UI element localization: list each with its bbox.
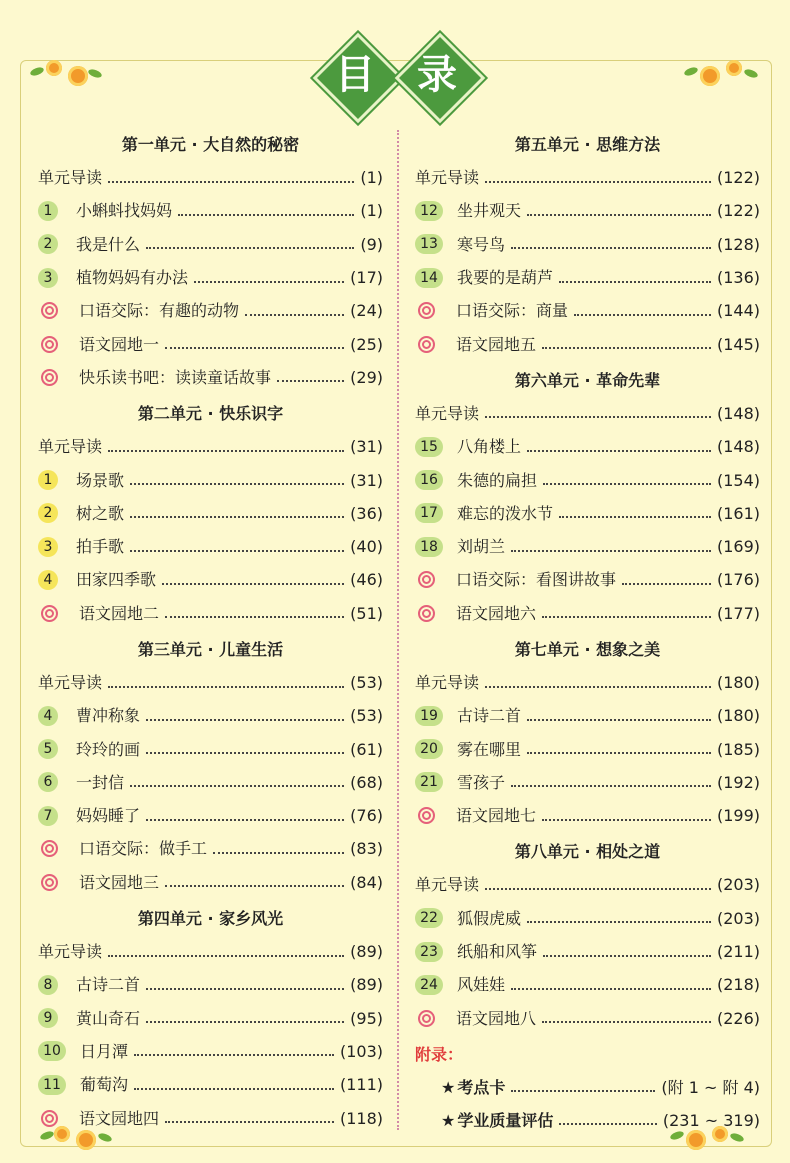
toc-entry[interactable] bbox=[415, 497, 760, 530]
lesson-number-badge: 20 bbox=[415, 739, 443, 759]
title-char: 录 bbox=[417, 52, 457, 98]
entry-title: 难忘的泼水节 bbox=[457, 503, 554, 523]
lesson-number-badge: 12 bbox=[415, 201, 443, 221]
dot-leader bbox=[146, 752, 344, 754]
entry-page-number: (118) bbox=[339, 1108, 383, 1128]
lesson-number-badge: 14 bbox=[415, 268, 443, 288]
dot-leader bbox=[165, 347, 344, 349]
dot-leader bbox=[543, 483, 711, 485]
entry-title: 古诗二首 bbox=[457, 706, 522, 726]
ring-marker-icon bbox=[41, 336, 58, 353]
star-icon: ★ bbox=[441, 1110, 456, 1130]
ring-marker-icon bbox=[41, 1110, 58, 1127]
entry-title: 狐假虎威 bbox=[457, 908, 522, 928]
toc-entry[interactable] bbox=[415, 530, 760, 563]
entry-page-number: (145) bbox=[716, 334, 760, 354]
dot-leader bbox=[277, 380, 344, 382]
dot-leader bbox=[130, 516, 344, 518]
dot-leader bbox=[108, 955, 344, 957]
entry-page-number: (25) bbox=[350, 334, 383, 354]
entry-title: 雾在哪里 bbox=[457, 739, 522, 759]
entry-title: 单元导读 bbox=[415, 168, 480, 188]
dot-leader bbox=[146, 719, 344, 721]
entry-page-number: (218) bbox=[716, 975, 760, 995]
entry-title: 语文园地一 bbox=[79, 334, 160, 354]
entry-page-number: (211) bbox=[716, 942, 760, 962]
lesson-number-badge: 9 bbox=[38, 1008, 58, 1028]
entry-page-number: (192) bbox=[716, 772, 760, 792]
dot-leader bbox=[165, 885, 344, 887]
entry-page-number: (51) bbox=[350, 603, 383, 623]
entry-title: 拍手歌 bbox=[76, 537, 125, 557]
entry-page-number: (199) bbox=[716, 806, 760, 826]
entry-page-number: (89) bbox=[350, 975, 383, 995]
dot-leader bbox=[527, 752, 711, 754]
entry-title: 快乐读书吧：读读童话故事 bbox=[79, 367, 272, 387]
entry-page-number: (176) bbox=[716, 570, 760, 590]
entry-page-number: (40) bbox=[350, 537, 383, 557]
entry-page-number: (136) bbox=[716, 268, 760, 288]
lesson-number-badge: 7 bbox=[38, 806, 58, 826]
entry-title: 单元导读 bbox=[415, 403, 480, 423]
toc-entry[interactable] bbox=[415, 699, 760, 732]
entry-page-number: (161) bbox=[716, 503, 760, 523]
toc-entry[interactable] bbox=[415, 261, 760, 294]
dot-leader bbox=[559, 516, 711, 518]
toc-entry[interactable] bbox=[415, 868, 760, 901]
entry-title: 口语交际：商量 bbox=[456, 301, 569, 321]
entry-title: 小蝌蚪找妈妈 bbox=[76, 201, 173, 221]
entry-page-number: (61) bbox=[350, 739, 383, 759]
toc-entry[interactable] bbox=[38, 1068, 383, 1101]
ring-marker-icon bbox=[41, 874, 58, 891]
toc-entry[interactable] bbox=[415, 463, 760, 496]
entry-title: 口语交际：有趣的动物 bbox=[79, 301, 240, 321]
entry-page-number: (180) bbox=[716, 673, 760, 692]
entry-page-number: (95) bbox=[350, 1008, 383, 1028]
entry-page-number: (122) bbox=[716, 201, 760, 221]
entry-page-number: (17) bbox=[350, 268, 383, 288]
dot-leader bbox=[542, 819, 711, 821]
entry-page-number: (36) bbox=[350, 503, 383, 523]
toc-entry[interactable] bbox=[38, 194, 383, 227]
lesson-number-badge: 2 bbox=[38, 503, 58, 523]
dot-leader bbox=[527, 921, 711, 923]
lesson-number-badge: 19 bbox=[415, 706, 443, 726]
entry-title: 语文园地四 bbox=[79, 1108, 160, 1128]
ring-marker-icon bbox=[418, 336, 435, 353]
entry-title: 日月潭 bbox=[80, 1041, 129, 1061]
lesson-number-badge: 13 bbox=[415, 234, 443, 254]
entry-title: 语文园地二 bbox=[79, 603, 160, 623]
lesson-number-badge: 4 bbox=[38, 570, 58, 590]
entry-title: 单元导读 bbox=[38, 673, 103, 692]
lesson-number-badge: 18 bbox=[415, 537, 443, 557]
entry-title: 场景歌 bbox=[76, 470, 125, 490]
dot-leader bbox=[130, 550, 344, 552]
lesson-number-badge: 5 bbox=[38, 739, 58, 759]
entry-page-number: (24) bbox=[350, 301, 383, 321]
dot-leader bbox=[245, 314, 344, 316]
dot-leader bbox=[485, 888, 711, 890]
dot-leader bbox=[527, 719, 711, 721]
dot-leader bbox=[108, 450, 344, 452]
toc-entry[interactable] bbox=[38, 1101, 383, 1134]
entry-title: 单元导读 bbox=[38, 942, 103, 962]
dot-leader bbox=[178, 214, 354, 216]
flower-decoration-top-left bbox=[28, 52, 108, 92]
toc-entry[interactable] bbox=[415, 327, 760, 360]
entry-page-number: (1) bbox=[360, 201, 383, 221]
entry-page-number: (122) bbox=[716, 168, 760, 188]
lesson-number-badge: 1 bbox=[38, 470, 58, 490]
toc-entry[interactable] bbox=[38, 361, 383, 394]
entry-title: 植物妈妈有办法 bbox=[76, 268, 189, 288]
entry-page-number: (53) bbox=[350, 673, 383, 692]
dot-leader bbox=[162, 583, 344, 585]
entry-title: 单元导读 bbox=[38, 437, 103, 457]
entry-title: 我要的是葫芦 bbox=[457, 268, 554, 288]
lesson-number-badge: 17 bbox=[415, 503, 443, 523]
toc-entry[interactable] bbox=[38, 430, 383, 463]
dot-leader bbox=[146, 988, 344, 990]
dot-leader bbox=[213, 852, 344, 854]
dot-leader bbox=[542, 1021, 711, 1023]
lesson-number-badge: 15 bbox=[415, 437, 443, 457]
entry-page-number: (31) bbox=[350, 470, 383, 490]
toc-entry[interactable] bbox=[415, 397, 760, 430]
entry-title: 古诗二首 bbox=[76, 975, 141, 995]
unit-heading: 第七单元 · 想象之美 bbox=[514, 639, 661, 659]
lesson-number-badge: 3 bbox=[38, 268, 58, 288]
dot-leader bbox=[134, 1088, 334, 1090]
toc-entry[interactable] bbox=[415, 563, 760, 596]
dot-leader bbox=[511, 550, 711, 552]
unit-heading: 第五单元 · 思维方法 bbox=[514, 135, 661, 154]
appendix-entry-pages: (231 ~ 319) bbox=[662, 1110, 760, 1130]
entry-title: 语文园地五 bbox=[456, 334, 537, 354]
dot-leader bbox=[559, 281, 711, 283]
unit-heading: 第三单元 · 儿童生活 bbox=[137, 639, 284, 659]
toc-entry[interactable] bbox=[38, 866, 383, 899]
ring-marker-icon bbox=[41, 840, 58, 857]
entry-title: 曹冲称象 bbox=[76, 706, 141, 726]
entry-page-number: (148) bbox=[716, 437, 760, 457]
lesson-number-badge: 22 bbox=[415, 908, 443, 928]
entry-page-number: (111) bbox=[339, 1075, 383, 1095]
entry-page-number: (76) bbox=[350, 806, 383, 826]
entry-page-number: (203) bbox=[716, 875, 760, 895]
entry-title: 语文园地六 bbox=[456, 603, 537, 623]
dot-leader bbox=[511, 785, 711, 787]
entry-page-number: (53) bbox=[350, 706, 383, 726]
toc-entry[interactable] bbox=[38, 699, 383, 732]
dot-leader bbox=[485, 416, 711, 418]
toc-entry[interactable] bbox=[38, 294, 383, 327]
ring-marker-icon bbox=[41, 605, 58, 622]
lesson-number-badge: 11 bbox=[38, 1075, 66, 1095]
toc-entry[interactable] bbox=[38, 666, 383, 699]
toc-entry[interactable] bbox=[38, 935, 383, 968]
lesson-number-badge: 23 bbox=[415, 942, 443, 962]
dot-leader bbox=[134, 1054, 334, 1056]
toc-entry[interactable] bbox=[38, 228, 383, 261]
toc-entry[interactable] bbox=[38, 161, 383, 194]
toc-entry[interactable] bbox=[415, 666, 760, 699]
lesson-number-badge: 3 bbox=[38, 537, 58, 557]
entry-title: 单元导读 bbox=[38, 168, 103, 188]
entry-title: 八角楼上 bbox=[457, 437, 522, 457]
entry-page-number: (46) bbox=[350, 570, 383, 590]
entry-title: 葡萄沟 bbox=[80, 1075, 129, 1095]
toc-entry[interactable] bbox=[38, 261, 383, 294]
unit-heading: 第二单元 · 快乐识字 bbox=[137, 404, 284, 424]
toc-entry[interactable] bbox=[38, 799, 383, 832]
toc-entry[interactable] bbox=[38, 327, 383, 360]
ring-marker-icon bbox=[418, 1010, 435, 1027]
dot-leader bbox=[146, 247, 354, 249]
toc-entry[interactable] bbox=[38, 597, 383, 630]
toc-entry[interactable] bbox=[415, 935, 760, 968]
entry-title: 纸船和风筝 bbox=[457, 942, 538, 962]
toc-entry[interactable] bbox=[38, 832, 383, 865]
entry-title: 风娃娃 bbox=[457, 975, 506, 995]
toc-entry[interactable] bbox=[415, 968, 760, 1001]
unit-heading: 第八单元 · 相处之道 bbox=[514, 842, 661, 862]
right-column bbox=[415, 128, 760, 1137]
entry-title: 语文园地七 bbox=[456, 806, 537, 826]
toc-entry[interactable] bbox=[415, 799, 760, 832]
dot-leader bbox=[527, 450, 711, 452]
unit-heading: 第一单元 · 大自然的秘密 bbox=[121, 135, 300, 154]
ring-marker-icon bbox=[418, 571, 435, 588]
dot-leader bbox=[622, 583, 711, 585]
entry-title: 玲玲的画 bbox=[76, 739, 141, 759]
dot-leader bbox=[108, 686, 344, 688]
entry-title: 口语交际：做手工 bbox=[79, 839, 208, 859]
dot-leader bbox=[542, 347, 711, 349]
ring-marker-icon bbox=[41, 369, 58, 386]
lesson-number-badge: 16 bbox=[415, 470, 443, 490]
dot-leader bbox=[108, 181, 354, 183]
dot-leader bbox=[146, 819, 344, 821]
entry-title: 语文园地三 bbox=[79, 872, 160, 892]
entry-title: 妈妈睡了 bbox=[76, 806, 141, 826]
dot-leader bbox=[511, 247, 711, 249]
toc-entry[interactable] bbox=[38, 1002, 383, 1035]
entry-page-number: (169) bbox=[716, 537, 760, 557]
entry-page-number: (68) bbox=[350, 772, 383, 792]
toc-entry[interactable] bbox=[415, 597, 760, 630]
toc-entry[interactable] bbox=[38, 463, 383, 496]
lesson-number-badge: 21 bbox=[415, 772, 443, 792]
column-divider bbox=[397, 130, 399, 1130]
lesson-number-badge: 6 bbox=[38, 772, 58, 792]
entry-page-number: (226) bbox=[716, 1008, 760, 1028]
dot-leader bbox=[130, 785, 344, 787]
star-icon: ★ bbox=[441, 1077, 456, 1097]
page-title bbox=[306, 40, 486, 110]
toc-entry[interactable] bbox=[415, 430, 760, 463]
dot-leader bbox=[511, 988, 711, 990]
entry-page-number: (128) bbox=[716, 234, 760, 254]
dot-leader bbox=[543, 955, 711, 957]
appendix-entry-title: 考点卡 bbox=[457, 1077, 506, 1097]
entry-title: 单元导读 bbox=[415, 673, 480, 692]
toc-entry[interactable] bbox=[415, 161, 760, 194]
entry-title: 语文园地八 bbox=[456, 1008, 537, 1028]
entry-title: 朱德的扁担 bbox=[457, 470, 538, 490]
appendix-entry-title: 学业质量评估 bbox=[457, 1110, 554, 1130]
dot-leader bbox=[559, 1123, 657, 1125]
dot-leader bbox=[130, 483, 344, 485]
entry-title: 口语交际：看图讲故事 bbox=[456, 570, 617, 590]
entry-page-number: (148) bbox=[716, 403, 760, 423]
entry-title: 我是什么 bbox=[76, 234, 141, 254]
dot-leader bbox=[542, 616, 711, 618]
dot-leader bbox=[165, 616, 344, 618]
dot-leader bbox=[485, 181, 711, 183]
toc-entry[interactable] bbox=[415, 228, 760, 261]
toc-entry[interactable] bbox=[415, 732, 760, 765]
title-char: 目 bbox=[335, 52, 375, 98]
entry-page-number: (29) bbox=[350, 367, 383, 387]
toc-entry[interactable] bbox=[415, 1002, 760, 1035]
toc-entry[interactable] bbox=[415, 194, 760, 227]
lesson-number-badge: 24 bbox=[415, 975, 443, 995]
dot-leader bbox=[146, 1021, 344, 1023]
toc-entry[interactable] bbox=[38, 968, 383, 1001]
entry-title: 单元导读 bbox=[415, 875, 480, 895]
unit-heading: 第四单元 · 家乡风光 bbox=[137, 908, 284, 928]
entry-page-number: (84) bbox=[350, 872, 383, 892]
ring-marker-icon bbox=[41, 302, 58, 319]
unit-heading: 第六单元 · 革命先辈 bbox=[514, 370, 661, 390]
entry-page-number: (9) bbox=[360, 234, 383, 254]
toc-entry[interactable] bbox=[38, 497, 383, 530]
ring-marker-icon bbox=[418, 605, 435, 622]
toc-entry[interactable] bbox=[415, 902, 760, 935]
dot-leader bbox=[165, 1121, 334, 1123]
toc-entry[interactable] bbox=[38, 1035, 383, 1068]
ring-marker-icon bbox=[418, 807, 435, 824]
toc-entry[interactable] bbox=[415, 766, 760, 799]
entry-title: 一封信 bbox=[76, 772, 125, 792]
entry-page-number: (144) bbox=[716, 301, 760, 321]
toc-entry[interactable] bbox=[38, 732, 383, 765]
lesson-number-badge: 10 bbox=[38, 1041, 66, 1061]
appendix-heading: 附录： bbox=[415, 1044, 464, 1064]
entry-page-number: (31) bbox=[350, 437, 383, 457]
flower-decoration-top-right bbox=[682, 52, 762, 92]
ring-marker-icon bbox=[418, 302, 435, 319]
lesson-number-badge: 8 bbox=[38, 975, 58, 995]
entry-page-number: (154) bbox=[716, 470, 760, 490]
toc-entry[interactable] bbox=[38, 563, 383, 596]
entry-page-number: (177) bbox=[716, 603, 760, 623]
entry-page-number: (203) bbox=[716, 908, 760, 928]
entry-page-number: (103) bbox=[339, 1041, 383, 1061]
dot-leader bbox=[574, 314, 711, 316]
toc-entry[interactable] bbox=[38, 766, 383, 799]
entry-title: 刘胡兰 bbox=[457, 537, 506, 557]
entry-page-number: (1) bbox=[360, 168, 383, 188]
appendix-entry[interactable] bbox=[415, 1071, 760, 1104]
entry-title: 田家四季歌 bbox=[76, 570, 157, 590]
lesson-number-badge: 2 bbox=[38, 234, 58, 254]
appendix-entry[interactable] bbox=[415, 1104, 760, 1137]
entry-title: 黄山奇石 bbox=[76, 1008, 141, 1028]
left-column bbox=[38, 128, 383, 1135]
entry-page-number: (83) bbox=[350, 839, 383, 859]
toc-entry[interactable] bbox=[38, 530, 383, 563]
entry-title: 树之歌 bbox=[76, 503, 125, 523]
toc-entry[interactable] bbox=[415, 294, 760, 327]
appendix-entry-pages: (附 1 ~ 附 4) bbox=[661, 1077, 760, 1097]
lesson-number-badge: 1 bbox=[38, 201, 58, 221]
entry-page-number: (89) bbox=[350, 942, 383, 962]
entry-page-number: (180) bbox=[716, 706, 760, 726]
dot-leader bbox=[485, 686, 711, 688]
entry-title: 寒号鸟 bbox=[457, 234, 506, 254]
dot-leader bbox=[527, 214, 711, 216]
dot-leader bbox=[511, 1090, 655, 1092]
lesson-number-badge: 4 bbox=[38, 706, 58, 726]
entry-title: 坐井观天 bbox=[457, 201, 522, 221]
entry-title: 雪孩子 bbox=[457, 772, 506, 792]
entry-page-number: (185) bbox=[716, 739, 760, 759]
dot-leader bbox=[194, 281, 344, 283]
